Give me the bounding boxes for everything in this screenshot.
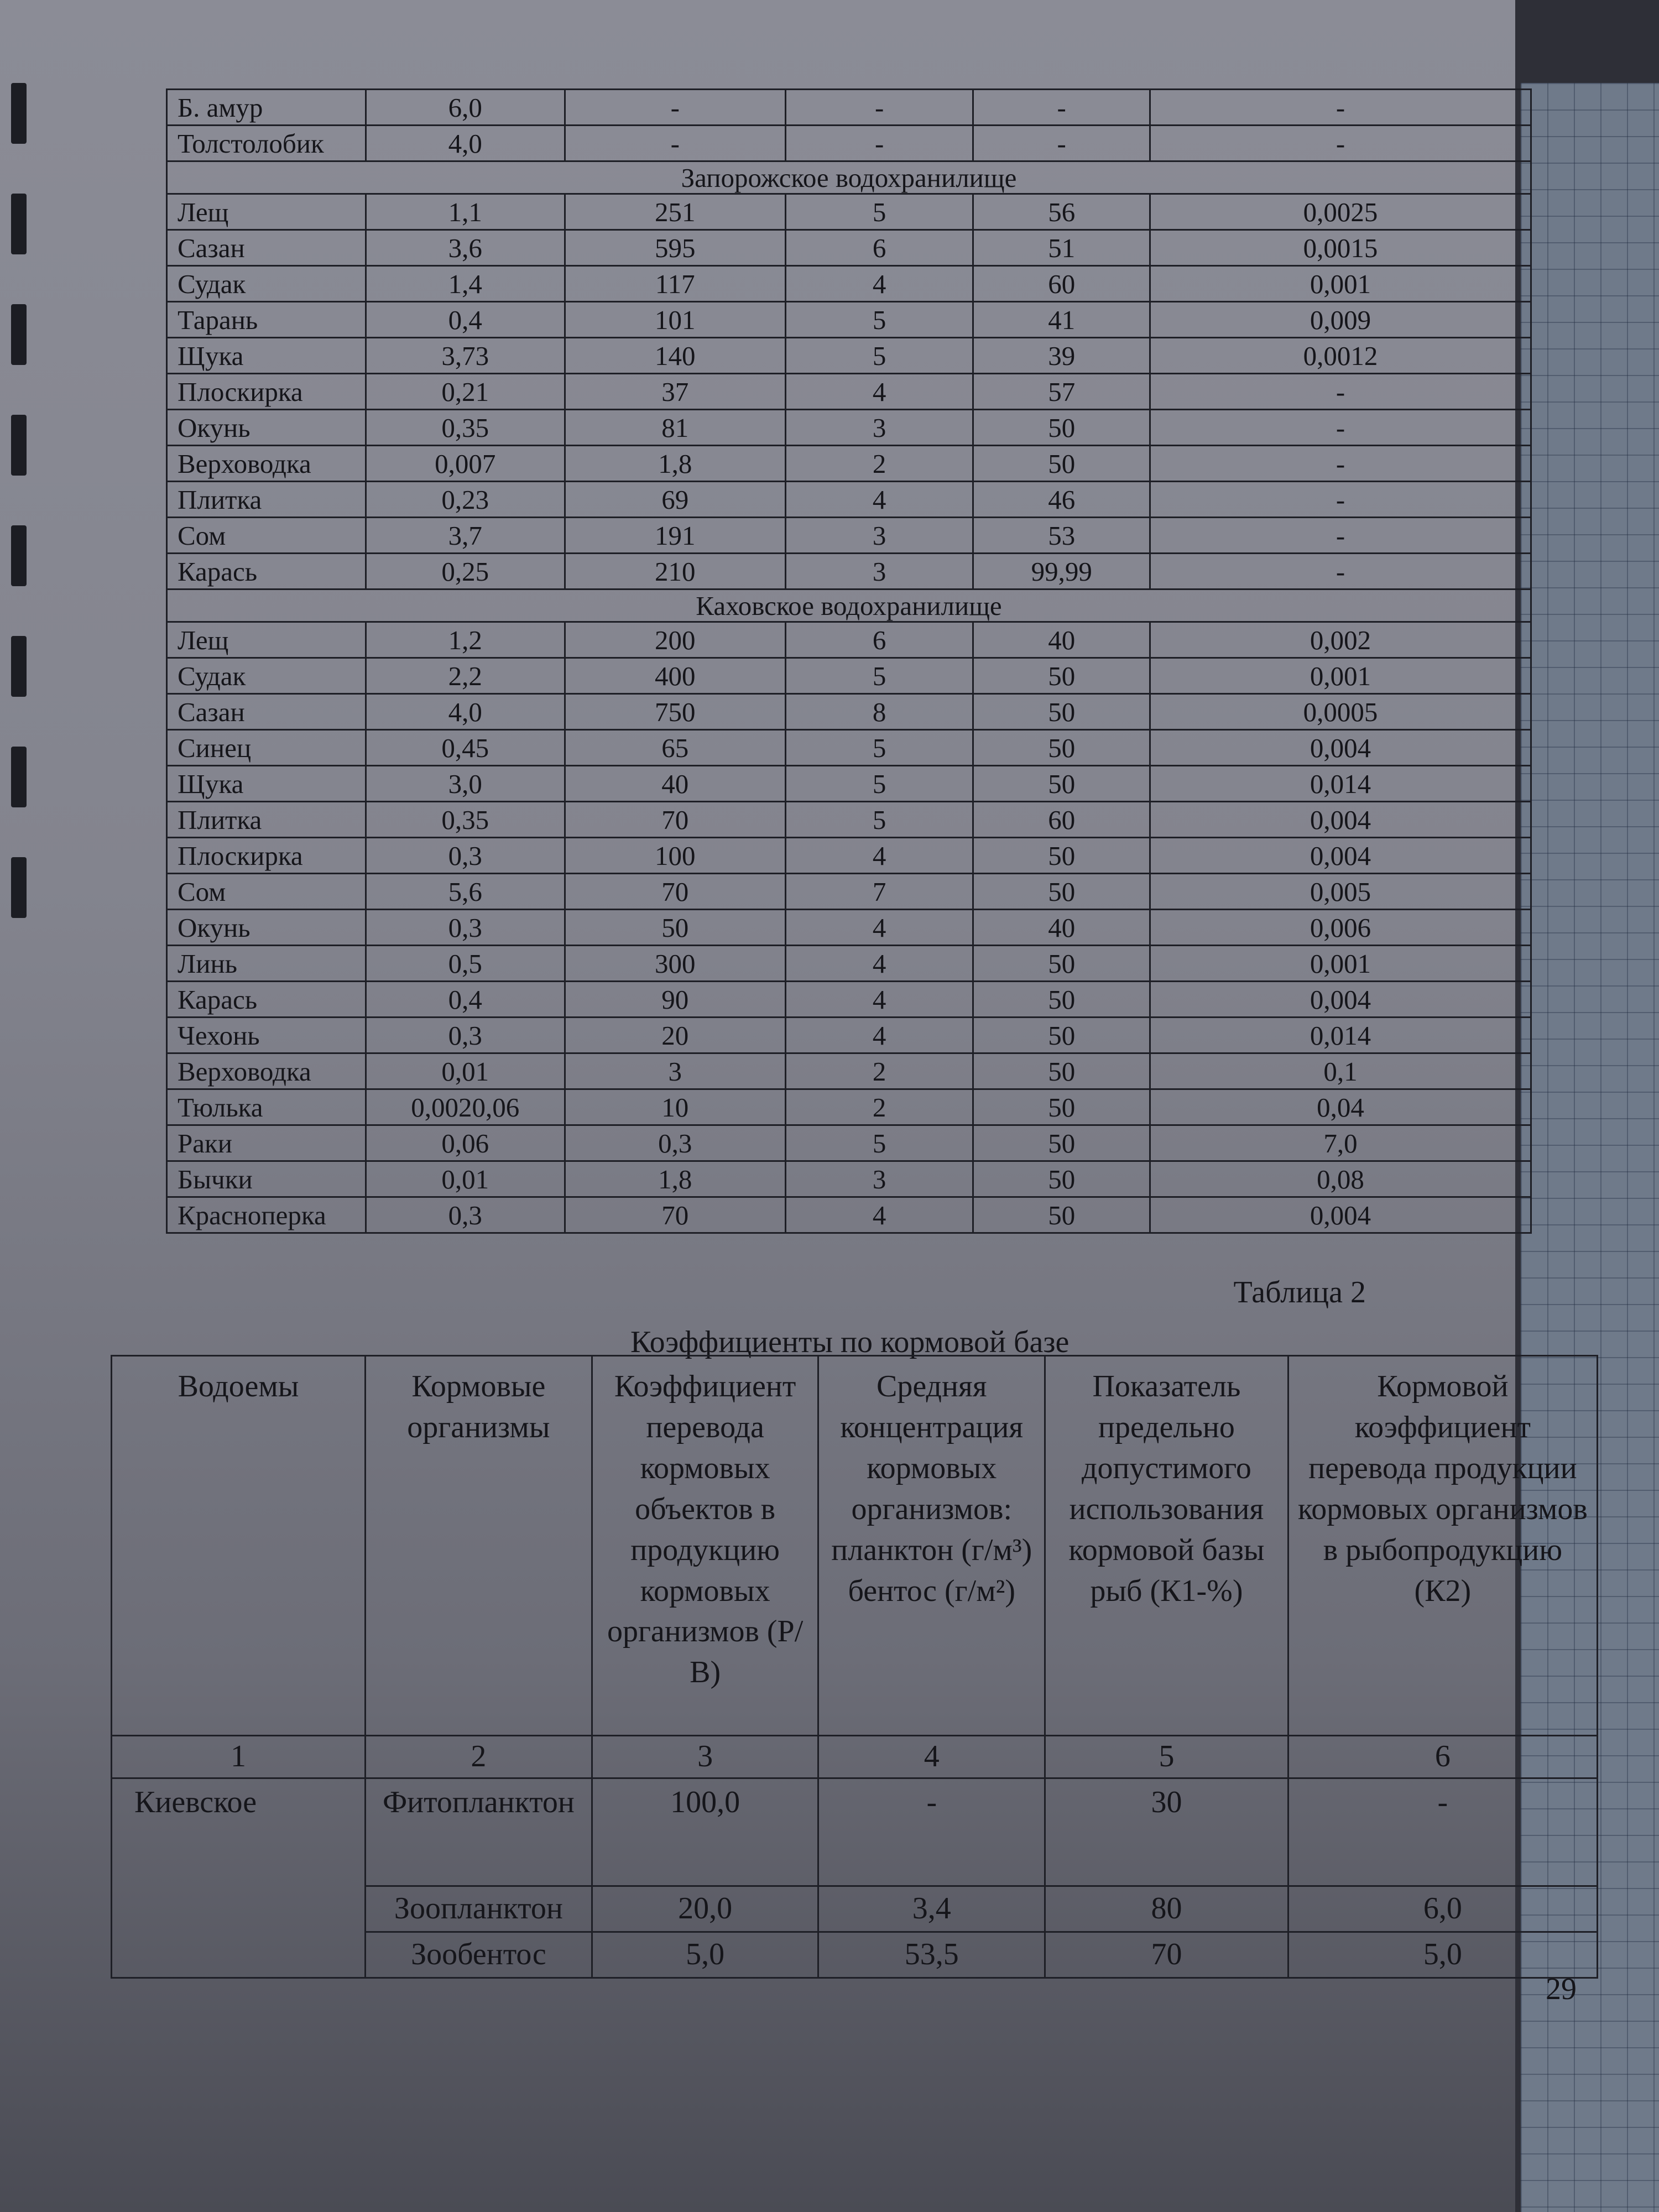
table-row <box>167 554 1531 589</box>
table-row <box>167 874 1531 910</box>
table-cell: 0,01 <box>366 1053 565 1089</box>
table-cell: 3,6 <box>366 230 565 266</box>
table-cell: 1,1 <box>366 194 565 230</box>
table-cell: 3 <box>785 410 973 446</box>
table-cell: 0,1 <box>1150 1053 1531 1089</box>
table-cell: 50 <box>973 658 1150 694</box>
table-cell: 140 <box>565 338 785 374</box>
table-cell: 210 <box>565 554 785 589</box>
table-cell: 50 <box>973 1197 1150 1233</box>
species-cell: Лещ <box>167 194 366 230</box>
table-row <box>167 838 1531 874</box>
table-cell: 0,35 <box>366 802 565 838</box>
table-cell: 0,0012 <box>1150 338 1531 374</box>
table-cell: 50 <box>973 1125 1150 1161</box>
table-cell: 4 <box>785 482 973 518</box>
table-cell: 0,35 <box>366 410 565 446</box>
table-cell: 117 <box>565 266 785 302</box>
species-cell: Лещ <box>167 622 366 658</box>
table-cell: 0,04 <box>1150 1089 1531 1125</box>
species-cell: Карась <box>167 982 366 1018</box>
table-cell: 50 <box>973 766 1150 802</box>
table-cell: 50 <box>973 838 1150 874</box>
table-cell: 0,014 <box>1150 1018 1531 1053</box>
table-cell: 0,0005 <box>1150 694 1531 730</box>
reservoir-cell: Киевское <box>112 1778 366 1978</box>
table-cell: - <box>973 90 1150 126</box>
table-cell: 251 <box>565 194 785 230</box>
species-cell: Сазан <box>167 694 366 730</box>
table-cell: - <box>973 126 1150 161</box>
species-cell: Сазан <box>167 230 366 266</box>
table-cell: 0,21 <box>366 374 565 410</box>
table-cell: 0,0020,06 <box>366 1089 565 1125</box>
table-cell: 50 <box>973 946 1150 982</box>
table-cell: 0,004 <box>1150 838 1531 874</box>
table-cell: 41 <box>973 302 1150 338</box>
table-row <box>167 374 1531 410</box>
table-cell: 3,73 <box>366 338 565 374</box>
species-cell: Красноперка <box>167 1197 366 1233</box>
table-cell: 56 <box>973 194 1150 230</box>
table-cell: 6 <box>785 230 973 266</box>
table-cell: 50 <box>973 1089 1150 1125</box>
table-cell: 40 <box>973 910 1150 946</box>
table-cell: 0,002 <box>1150 622 1531 658</box>
species-cell: Раки <box>167 1125 366 1161</box>
table-cell: 65 <box>565 730 785 766</box>
table-cell: 0,0025 <box>1150 194 1531 230</box>
table-cell: 40 <box>973 622 1150 658</box>
table-cell: 1,8 <box>565 446 785 482</box>
table-cell: 5,0 <box>1288 1932 1597 1978</box>
table-row <box>167 1018 1531 1053</box>
table-cell: 46 <box>973 482 1150 518</box>
table-cell: 3 <box>785 554 973 589</box>
table-cell: 70 <box>565 1197 785 1233</box>
table-cell: 30 <box>1045 1778 1288 1886</box>
table-cell: - <box>785 126 973 161</box>
table-cell: 4 <box>785 838 973 874</box>
table-cell: 0,0015 <box>1150 230 1531 266</box>
species-cell: Судак <box>167 266 366 302</box>
table-cell: 0,001 <box>1150 946 1531 982</box>
table-cell: - <box>1150 90 1531 126</box>
table-row <box>167 446 1531 482</box>
section-header-row <box>167 589 1531 622</box>
table-cell: 57 <box>973 374 1150 410</box>
table-cell: 50 <box>973 410 1150 446</box>
table-row <box>167 1089 1531 1125</box>
table-cell: - <box>1150 482 1531 518</box>
table-cell: 50 <box>565 910 785 946</box>
table-cell: 7 <box>785 874 973 910</box>
table-cell: - <box>1150 126 1531 161</box>
table-cell: Зообентос <box>365 1932 592 1978</box>
species-cell: Тюлька <box>167 1089 366 1125</box>
section-title: Запорожское водохранилище <box>167 161 1531 194</box>
table-row <box>167 910 1531 946</box>
header-cell: Водоемы <box>112 1356 366 1736</box>
table-cell: 4 <box>785 374 973 410</box>
table-row <box>112 1778 1598 1886</box>
table-cell: - <box>1150 518 1531 554</box>
table-cell: 60 <box>973 266 1150 302</box>
table-cell: 0,014 <box>1150 766 1531 802</box>
table-cell: 70 <box>565 802 785 838</box>
table-row <box>167 518 1531 554</box>
table-cell: 400 <box>565 658 785 694</box>
table-cell: 90 <box>565 982 785 1018</box>
species-cell: Плоскирка <box>167 838 366 874</box>
table-cell: 53,5 <box>818 1932 1045 1978</box>
table-cell: 99,99 <box>973 554 1150 589</box>
table-row <box>167 730 1531 766</box>
species-cell: Синец <box>167 730 366 766</box>
table-cell: Зоопланктон <box>365 1886 592 1932</box>
table-cell: 0,3 <box>565 1125 785 1161</box>
column-number-row <box>112 1736 1598 1778</box>
feed-coefficients-table <box>111 1355 1598 1979</box>
table-cell: 0,001 <box>1150 266 1531 302</box>
table-cell: 5 <box>785 1125 973 1161</box>
table-cell: 0,004 <box>1150 730 1531 766</box>
table-cell: 5 <box>785 338 973 374</box>
table-cell: 53 <box>973 518 1150 554</box>
table-title: Коэффициенты по кормовой базе <box>630 1325 1070 1359</box>
section-header-row <box>167 161 1531 194</box>
table-cell: 0,009 <box>1150 302 1531 338</box>
table-cell: 100 <box>565 838 785 874</box>
table-cell: 50 <box>973 1161 1150 1197</box>
table-cell: 20 <box>565 1018 785 1053</box>
table-cell: 50 <box>973 694 1150 730</box>
table-cell: 191 <box>565 518 785 554</box>
binding-holes <box>11 66 33 1006</box>
table-row <box>167 982 1531 1018</box>
table-cell: - <box>818 1778 1045 1886</box>
species-cell: Окунь <box>167 910 366 946</box>
table-cell: 50 <box>973 1053 1150 1089</box>
table-cell: Фитопланктон <box>365 1778 592 1886</box>
table-cell: 0,005 <box>1150 874 1531 910</box>
table-cell: 0,06 <box>366 1125 565 1161</box>
table-cell: 3 <box>785 518 973 554</box>
table-cell: 0,3 <box>366 910 565 946</box>
table-row <box>167 658 1531 694</box>
species-cell: Щука <box>167 338 366 374</box>
table-cell: 0,08 <box>1150 1161 1531 1197</box>
table-cell: 0,23 <box>366 482 565 518</box>
table-cell: 595 <box>565 230 785 266</box>
species-cell: Верховодка <box>167 1053 366 1089</box>
table-cell: 6 <box>785 622 973 658</box>
page-number: 29 <box>1546 1972 1577 2006</box>
table-cell: 81 <box>565 410 785 446</box>
table-cell: - <box>1150 554 1531 589</box>
table-row <box>167 622 1531 658</box>
table-cell: 51 <box>973 230 1150 266</box>
table-cell: 6,0 <box>1288 1886 1597 1932</box>
table-row <box>167 126 1531 161</box>
table-row <box>167 694 1531 730</box>
species-cell: Плитка <box>167 802 366 838</box>
table-cell: 3 <box>565 1053 785 1089</box>
table-cell: - <box>565 126 785 161</box>
table-cell: 20,0 <box>592 1886 818 1932</box>
table-cell: 0,01 <box>366 1161 565 1197</box>
header-cell: Коэффициент перевода кормовых объектов в продукцию кормовых организмов (Р/В) <box>592 1356 818 1736</box>
table-cell: 300 <box>565 946 785 982</box>
table-cell: 4 <box>785 982 973 1018</box>
header-cell: Кормовые организмы <box>365 1356 592 1736</box>
table-cell: 3,4 <box>818 1886 1045 1932</box>
species-cell: Щука <box>167 766 366 802</box>
column-number: 4 <box>818 1736 1045 1778</box>
table-cell: 60 <box>973 802 1150 838</box>
column-number: 5 <box>1045 1736 1288 1778</box>
table-row <box>167 1125 1531 1161</box>
table-row <box>167 946 1531 982</box>
species-cell: Верховодка <box>167 446 366 482</box>
species-cell: Толстолобик <box>167 126 366 161</box>
table-cell: 0,004 <box>1150 802 1531 838</box>
table-cell: 50 <box>973 982 1150 1018</box>
table-cell: 2,2 <box>366 658 565 694</box>
table-cell: 0,3 <box>366 1018 565 1053</box>
table-cell: 50 <box>973 1018 1150 1053</box>
table-cell: 50 <box>973 730 1150 766</box>
table-cell: 3 <box>785 1161 973 1197</box>
table-row <box>167 230 1531 266</box>
table-label: Таблица 2 <box>1233 1275 1366 1310</box>
table-cell: 8 <box>785 694 973 730</box>
species-cell: Судак <box>167 658 366 694</box>
table-cell: - <box>785 90 973 126</box>
table-cell: 4,0 <box>366 694 565 730</box>
table-cell: 2 <box>785 1089 973 1125</box>
table-cell: 0,4 <box>366 982 565 1018</box>
table-cell: 0,004 <box>1150 982 1531 1018</box>
table-row <box>167 90 1531 126</box>
header-row <box>112 1356 1598 1736</box>
table-row <box>167 1161 1531 1197</box>
table-cell: 5 <box>785 302 973 338</box>
column-number: 3 <box>592 1736 818 1778</box>
table-row <box>167 766 1531 802</box>
table-cell: 0,006 <box>1150 910 1531 946</box>
table-row <box>167 1197 1531 1233</box>
table-cell: 5,6 <box>366 874 565 910</box>
table-cell: 7,0 <box>1150 1125 1531 1161</box>
species-cell: Б. амур <box>167 90 366 126</box>
table-row <box>167 1053 1531 1089</box>
table-cell: 37 <box>565 374 785 410</box>
table-row <box>167 802 1531 838</box>
species-cell: Сом <box>167 518 366 554</box>
table-row <box>167 194 1531 230</box>
table-row <box>167 338 1531 374</box>
table-cell: 4 <box>785 946 973 982</box>
column-number: 1 <box>112 1736 366 1778</box>
table-cell: 3,0 <box>366 766 565 802</box>
table-cell: 5 <box>785 658 973 694</box>
table-cell: 5 <box>785 802 973 838</box>
table-cell: 2 <box>785 446 973 482</box>
species-cell: Тарань <box>167 302 366 338</box>
table-cell: - <box>1150 374 1531 410</box>
table-cell: 5 <box>785 194 973 230</box>
table-cell: - <box>1150 410 1531 446</box>
species-cell: Чехонь <box>167 1018 366 1053</box>
table-row <box>167 302 1531 338</box>
table-cell: 50 <box>973 446 1150 482</box>
column-number: 6 <box>1288 1736 1597 1778</box>
table-cell: 4 <box>785 266 973 302</box>
table-cell: 1,4 <box>366 266 565 302</box>
header-cell: Средняя концентрация кормовых организмов: планктон (г/м³) бентос (г/м²) <box>818 1356 1045 1736</box>
table-cell: 40 <box>565 766 785 802</box>
table-cell: 39 <box>973 338 1150 374</box>
table-cell: 0,3 <box>366 1197 565 1233</box>
table-cell: 100,0 <box>592 1778 818 1886</box>
table-cell: 69 <box>565 482 785 518</box>
table-cell: 0,001 <box>1150 658 1531 694</box>
table-cell: 0,007 <box>366 446 565 482</box>
table-cell: 5 <box>785 730 973 766</box>
table-cell: 101 <box>565 302 785 338</box>
table-cell: 5 <box>785 766 973 802</box>
species-cell: Окунь <box>167 410 366 446</box>
species-cell: Карась <box>167 554 366 589</box>
table-cell: - <box>1288 1778 1597 1886</box>
table-cell: 0,5 <box>366 946 565 982</box>
table-cell: 750 <box>565 694 785 730</box>
table-cell: - <box>565 90 785 126</box>
table-cell: 70 <box>1045 1932 1288 1978</box>
table-cell: 50 <box>973 874 1150 910</box>
table-cell: 10 <box>565 1089 785 1125</box>
table-row <box>167 266 1531 302</box>
species-cell: Бычки <box>167 1161 366 1197</box>
species-cell: Линь <box>167 946 366 982</box>
table-cell: 4 <box>785 1018 973 1053</box>
section-title: Каховское водохранилище <box>167 589 1531 622</box>
species-cell: Плитка <box>167 482 366 518</box>
table-cell: 3,7 <box>366 518 565 554</box>
column-number: 2 <box>365 1736 592 1778</box>
table-cell: 0,3 <box>366 838 565 874</box>
table-cell: - <box>1150 446 1531 482</box>
table-cell: 4 <box>785 1197 973 1233</box>
table-cell: 70 <box>565 874 785 910</box>
fish-parameters-table <box>166 88 1532 1234</box>
table-cell: 1,8 <box>565 1161 785 1197</box>
table-row <box>167 482 1531 518</box>
table-cell: 200 <box>565 622 785 658</box>
table-cell: 0,4 <box>366 302 565 338</box>
header-cell: Показатель предельно допустимого использования кормовой базы рыб (К1-%) <box>1045 1356 1288 1736</box>
table-cell: 0,004 <box>1150 1197 1531 1233</box>
species-cell: Сом <box>167 874 366 910</box>
table-cell: 6,0 <box>366 90 565 126</box>
table-cell: 80 <box>1045 1886 1288 1932</box>
header-cell: Кормовой коэффициент перевода продукции кормовых организмов в рыбопродукцию (К2) <box>1288 1356 1597 1736</box>
table-cell: 4,0 <box>366 126 565 161</box>
table-cell: 0,25 <box>366 554 565 589</box>
table-cell: 1,2 <box>366 622 565 658</box>
table-cell: 4 <box>785 910 973 946</box>
table-cell: 2 <box>785 1053 973 1089</box>
table-cell: 0,45 <box>366 730 565 766</box>
table-row <box>167 410 1531 446</box>
table-cell: 5,0 <box>592 1932 818 1978</box>
species-cell: Плоскирка <box>167 374 366 410</box>
